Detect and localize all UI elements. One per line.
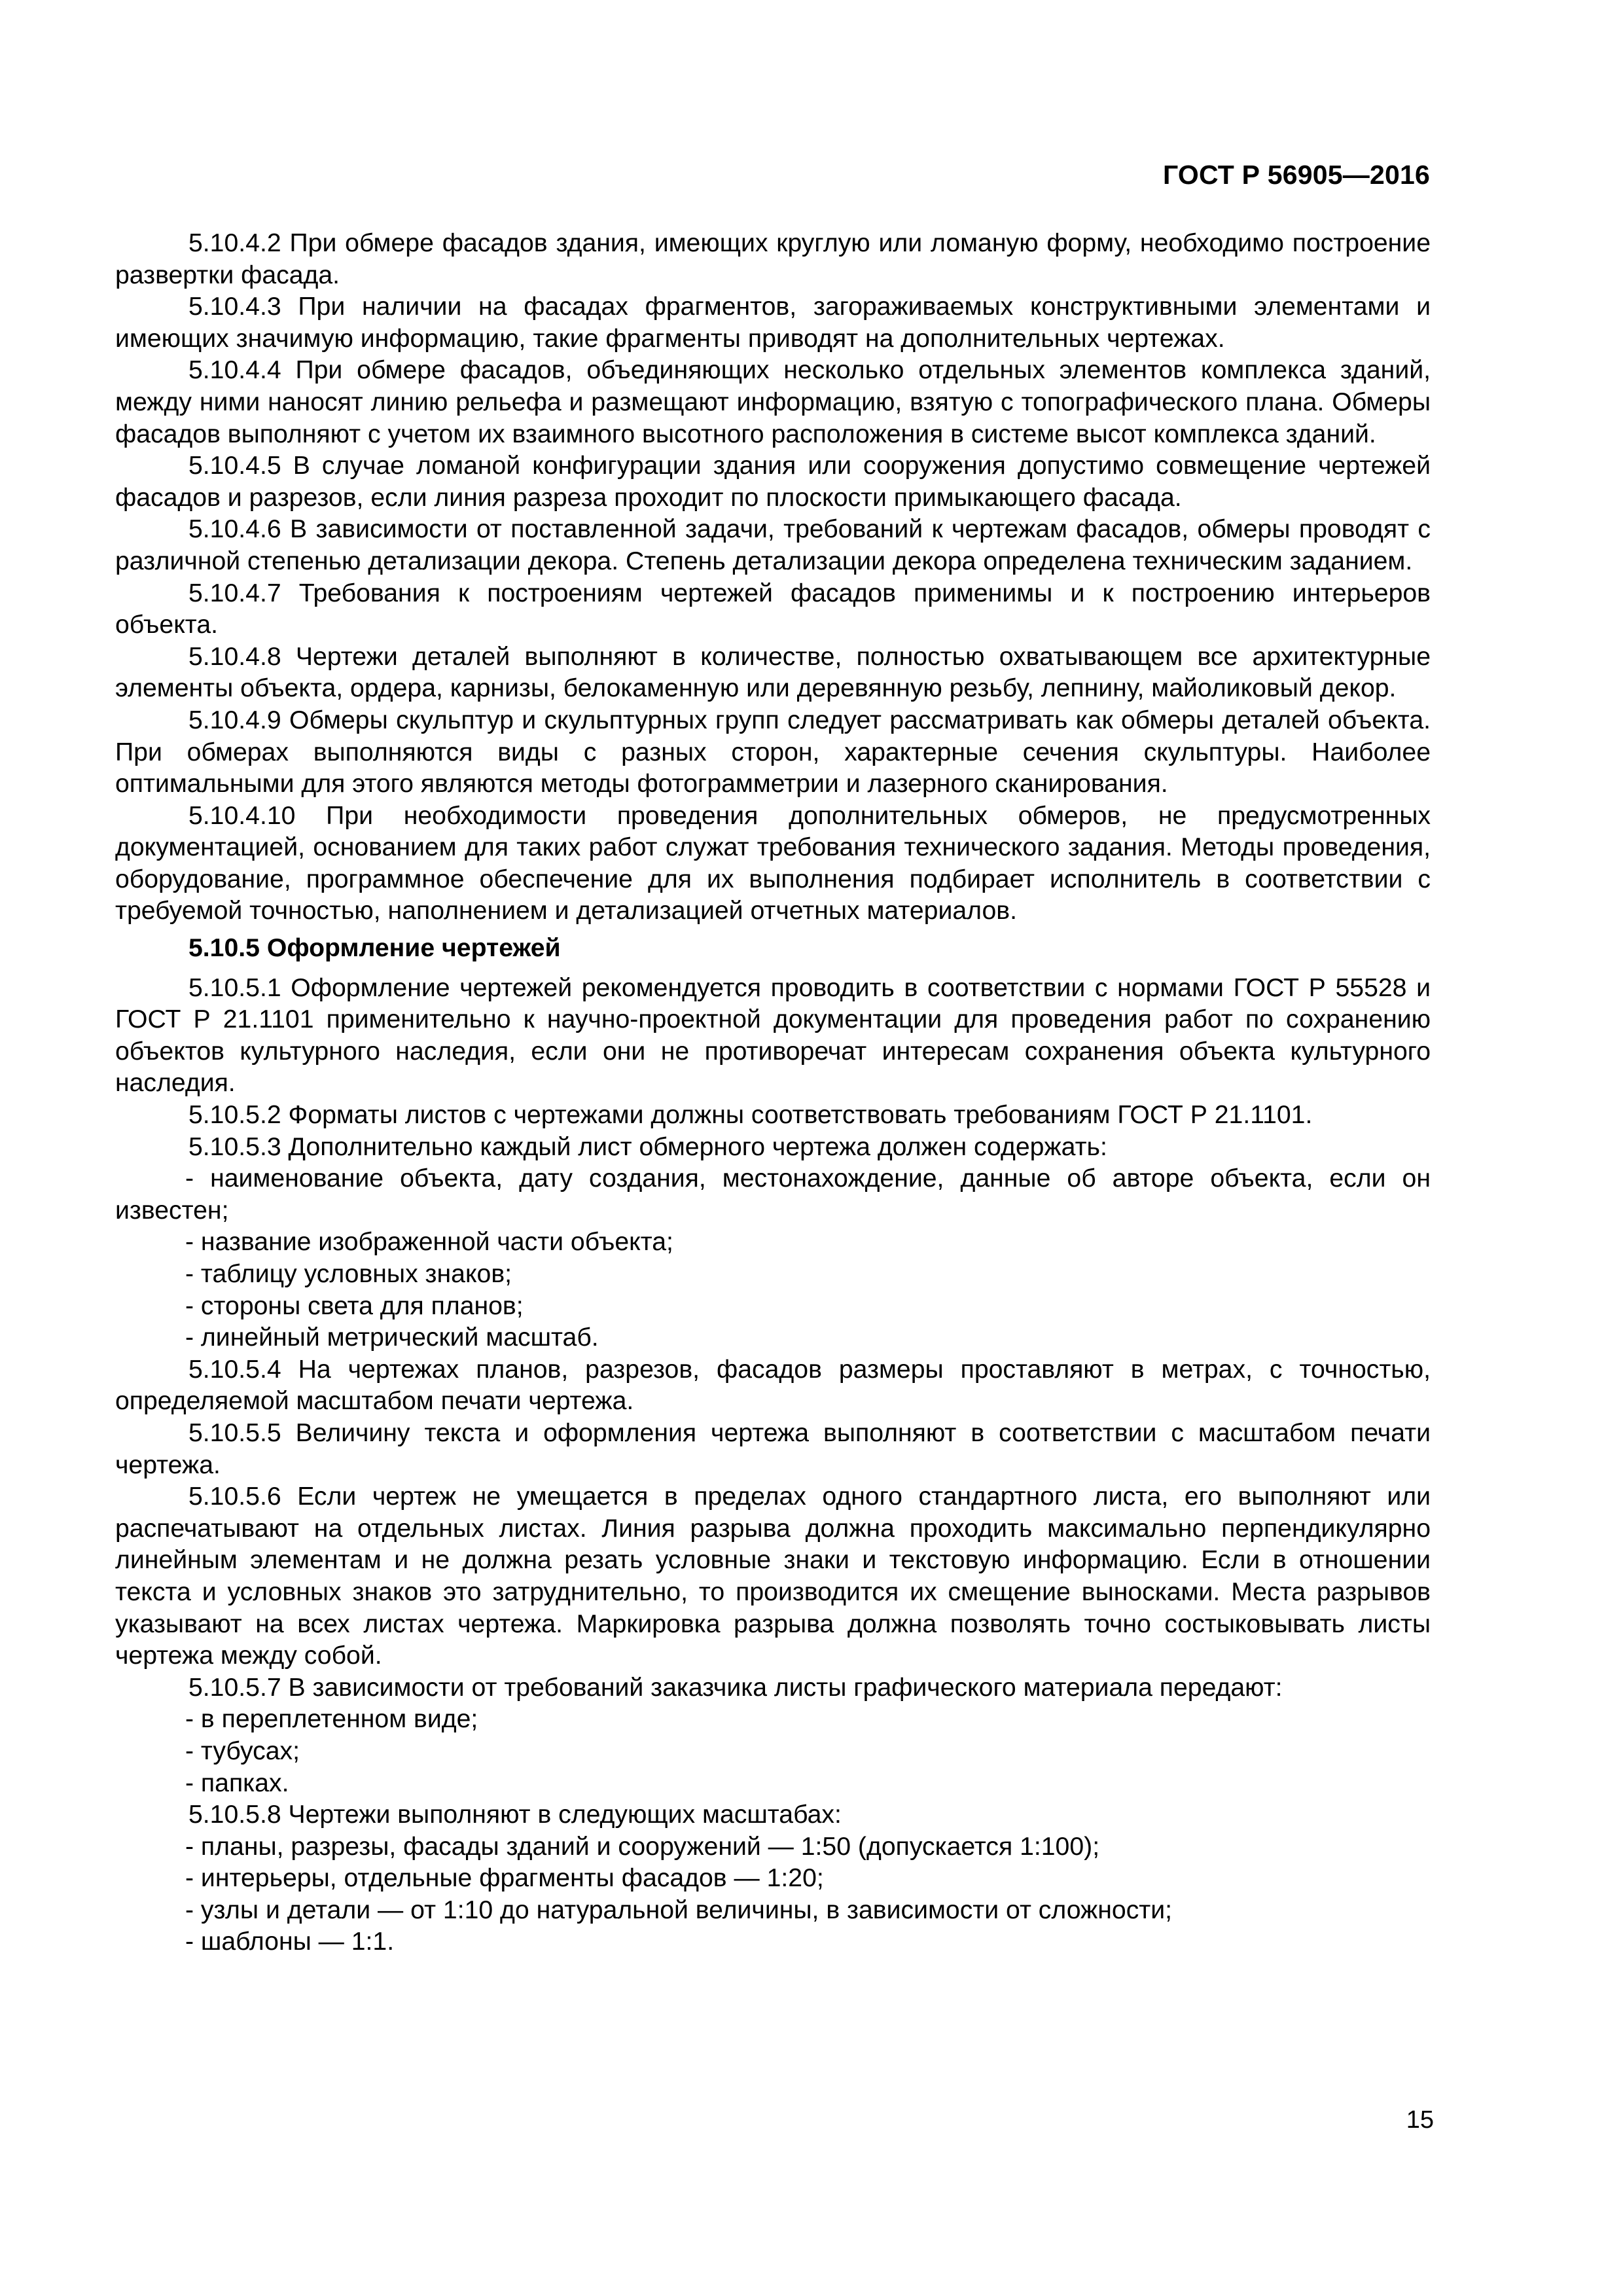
list-item: - таблицу условных знаков; [185,1260,512,1288]
list-item: - наименование объекта, дату создания, местонахождение, данные об авторе объекта, если он известен; [115,1164,1431,1225]
paragraph: 5.10.5.7 В зависимости от требований заказчика листы графического материала передают: [188,1673,1283,1702]
document-body [115,228,1431,1958]
paragraph: 5.10.5.6 Если чертеж не умещается в пределах одного стандартного листа, его выполняют или распечатывают на отдельных листах. Линия разрыва должна проходить максимально перпендикулярно линейным элементам и не должна резать условные знаки и текстовую информацию. Если в отношении текста и условных знаков это затруднительно, то производится их смещение выносками. Места разрывов указывают на всех листах чертежа. Маркировка разрыва должна позволять точно состыковывать листы чертежа между собой. [115,1482,1431,1670]
list-item: - линейный метрический масштаб. [185,1323,599,1352]
paragraph: 5.10.4.6 В зависимости от поставленной задачи, требований к чертежам фасадов, обмеры проводят с различной степенью детализации декора. Степень детализации декора определена техническим заданием. [115,515,1431,575]
paragraph: 5.10.5.2 Форматы листов с чертежами должны соответствовать требованиям ГОСТ Р 21.1101. [188,1101,1313,1130]
paragraph: 5.10.4.5 В случае ломаной конфигурации здания или сооружения допустимо совмещение чертежей фасадов и разрезов, если линия разреза проходит по плоскости примыкающего фасада. [115,452,1431,512]
paragraph: 5.10.5.5 Величину текста и оформления чертежа выполняют в соответствии с масштабом печати чертежа. [115,1418,1431,1479]
paragraph: 5.10.5.1 Оформление чертежей рекомендуется проводить в соответствии с нормами ГОСТ Р 55528 и ГОСТ Р 21.1101 применительно к научно-проектной документации для проведения работ по сохранению объектов культурного наследия, если они не противоречат интересам сохранения объекта культурного наследия. [115,973,1431,1098]
paragraph: 5.10.4.8 Чертежи деталей выполняют в количестве, полностью охватывающем все архитектурные элементы объекта, ордера, карнизы, белокаменную или деревянную резьбу, лепнину, майоликовый декор. [115,642,1431,703]
paragraph: 5.10.4.2 При обмере фасадов здания, имеющих круглую или ломаную форму, необходимо построение развертки фасада. [115,229,1431,289]
list-item: - название изображенной части объекта; [185,1228,673,1257]
list-item: - шаблоны — 1:1. [185,1928,395,1956]
paragraph: 5.10.5.8 Чертежи выполняют в следующих масштабах: [188,1801,842,1829]
list-item: - узлы и детали — от 1:10 до натуральной величины, в зависимости от сложности; [185,1895,1173,1924]
paragraph: 5.10.4.10 При необходимости проведения дополнительных обмеров, не предусмотренных документацией, основанием для таких работ служат требования технического задания. Методы проведения, оборудование, программное обеспечение для их выполнения подбирает исполнитель в соответствии с требуемой точностью, наполнением и детализацией отчетных материалов. [115,801,1431,925]
list-item: - папках. [185,1768,289,1797]
paragraph: 5.10.4.7 Требования к построениям чертежей фасадов применимы и к построению интерьеров объекта. [115,579,1431,639]
paragraph: 5.10.5.4 На чертежах планов, разрезов, фасадов размеры проставляют в метрах, с точностью, определяемой масштабом печати чертежа. [115,1355,1431,1416]
paragraph: 5.10.4.3 При наличии на фасадах фрагментов, загораживаемых конструктивными элементами и имеющих значимую информацию, такие фрагменты приводят на дополнительных чертежах. [115,293,1431,353]
list-item: - интерьеры, отдельные фрагменты фасадов — 1:20; [185,1864,824,1893]
list-item: - в переплетенном виде; [185,1705,478,1734]
list-item: - стороны света для планов; [185,1291,524,1320]
section-heading: 5.10.5 Оформление чертежей [188,934,561,963]
list-item: - планы, разрезы, фасады зданий и сооружений — 1:50 (допускается 1:100); [185,1832,1100,1861]
paragraph: 5.10.4.4 При обмере фасадов, объединяющих несколько отдельных элементов комплекса зданий, между ними наносят линию рельефа и размещают информацию, взятую с топографического плана. Обмеры фасадов выполняют с учетом их взаимного высотного расположения в системе высот комплекса зданий. [115,356,1431,448]
paragraph: 5.10.4.9 Обмеры скульптур и скульптурных групп следует рассматривать как обмеры деталей объекта. При обмерах выполняются виды с разных сторон, характерные сечения скульптуры. Наиболее оптимальными для этого являются методы фотограмметрии и лазерного сканирования. [115,706,1431,798]
paragraph: 5.10.5.3 Дополнительно каждый лист обмерного чертежа должен содержать: [188,1132,1107,1161]
page-number: 15 [1406,2106,1434,2134]
document-header: ГОСТ Р 56905—2016 [1163,160,1430,190]
list-item: - тубусах; [185,1736,300,1765]
